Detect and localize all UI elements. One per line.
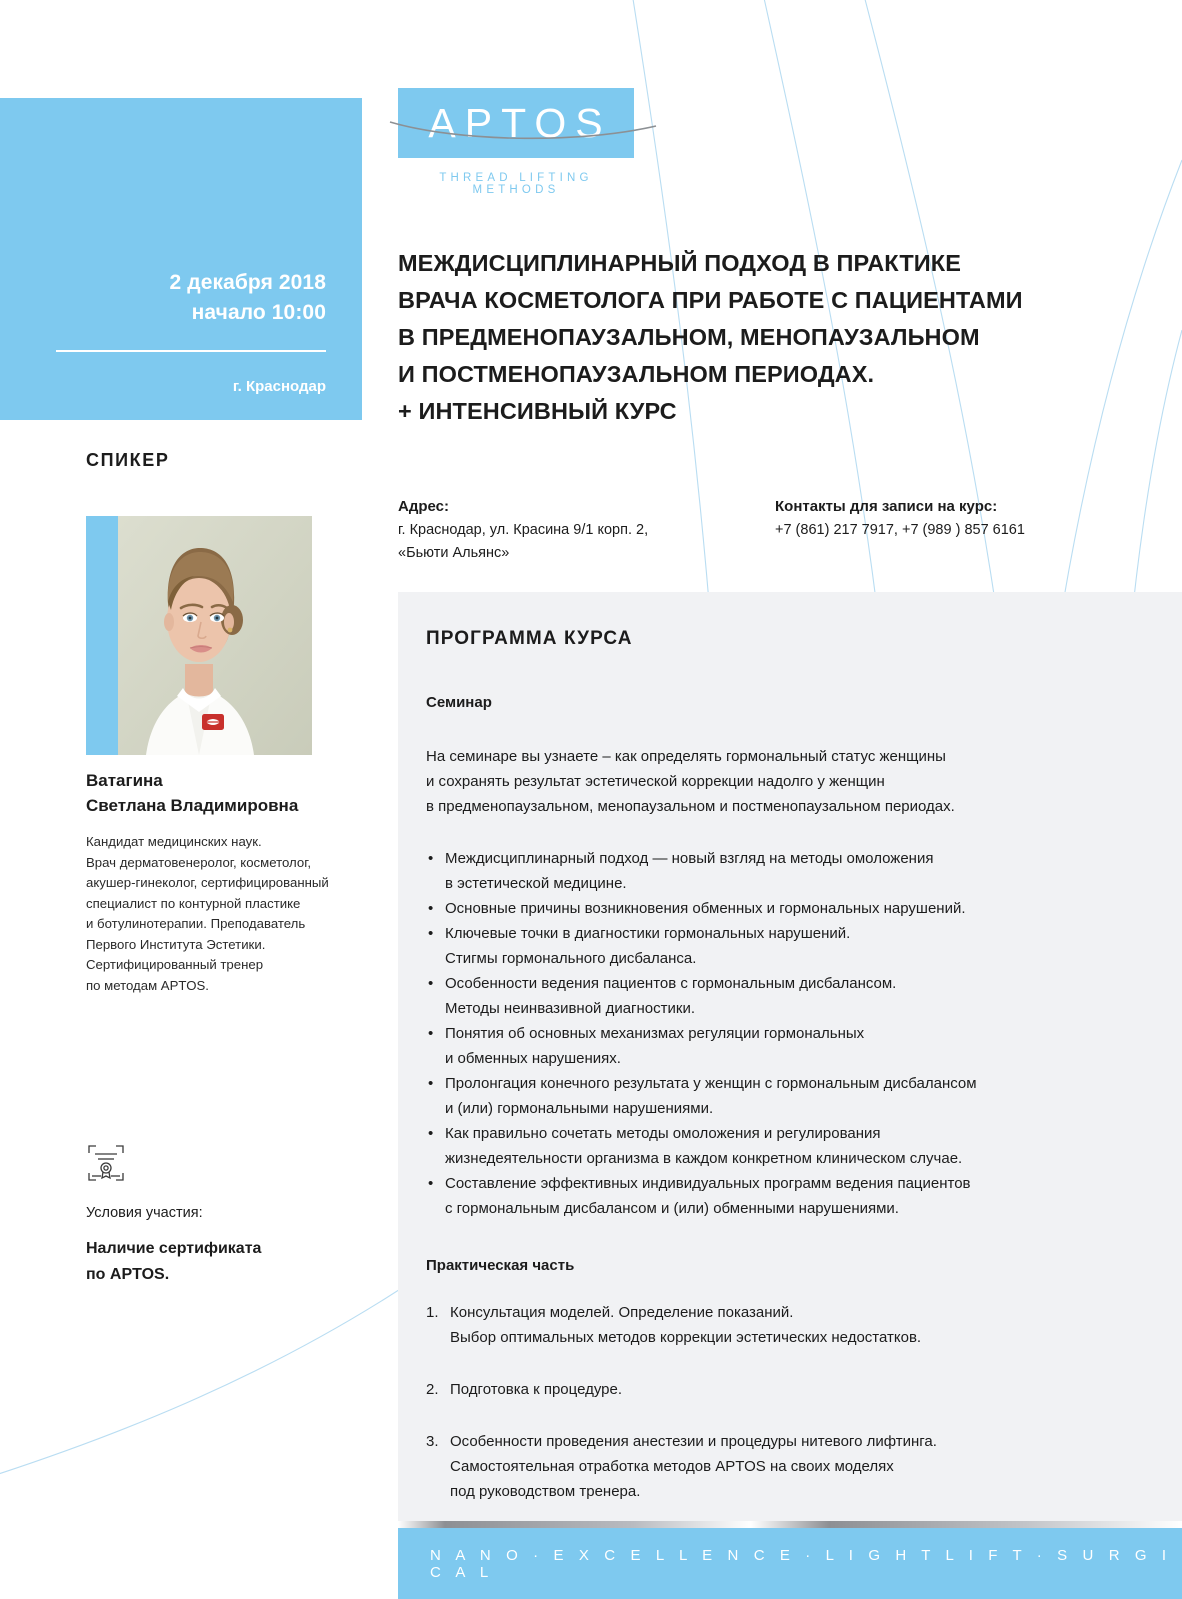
logo-tagline: THREAD LIFTING METHODS bbox=[439, 172, 593, 196]
list-item bbox=[426, 1021, 1106, 1071]
bullet-main: Особенности ведения пациентов с гормональным дисбалансом. bbox=[445, 975, 897, 992]
bullet-main: Междисциплинарный подход — новый взгляд на методы омоложения bbox=[445, 850, 934, 867]
list-item bbox=[426, 846, 1106, 896]
seminar-intro bbox=[426, 744, 1106, 819]
list-item bbox=[426, 921, 1106, 971]
bullet-cont: в эстетической медицине. bbox=[445, 875, 627, 892]
bio-line-3: акушер-гинеколог, сертифицированный bbox=[86, 875, 329, 890]
seminar-topics-list bbox=[426, 846, 1106, 1221]
bullet-main: Ключевые точки в диагностики гормональных нарушений. bbox=[445, 925, 851, 942]
intro-line-2: и сохранять результат эстетической коррекции надолго у женщин bbox=[426, 773, 885, 790]
bio-line-2: Врач дерматовенеролог, косметолог, bbox=[86, 854, 312, 870]
aptos-logo bbox=[398, 88, 638, 196]
practical-steps-list bbox=[426, 1300, 1106, 1504]
step-main: Подготовка к процедуре. bbox=[450, 1381, 623, 1398]
intro-line-3: в предменопаузальном, менопаузальном и постменопаузальном периодах. bbox=[426, 798, 955, 815]
practical-heading: Практическая часть bbox=[426, 1257, 575, 1274]
speaker-photo bbox=[86, 516, 312, 755]
title-line-1: МЕЖДИСЦИПЛИНАРНЫЙ ПОДХОД В ПРАКТИКЕ bbox=[398, 250, 962, 276]
list-item bbox=[426, 971, 1106, 1021]
contacts-heading: Контакты для записи на курс: bbox=[775, 498, 998, 515]
step-cont: Выбор оптимальных методов коррекции эстетических недостатков. bbox=[450, 1329, 922, 1346]
address-block bbox=[398, 495, 728, 565]
list-item bbox=[426, 1429, 1106, 1504]
bullet-cont: и (или) гормональными нарушениями. bbox=[445, 1100, 714, 1117]
list-item bbox=[426, 1121, 1106, 1171]
footer-bar bbox=[398, 1528, 1182, 1599]
terms-value-line-1: Наличие сертификата bbox=[86, 1240, 262, 1257]
list-item bbox=[426, 1171, 1106, 1221]
bullet-cont: и обменных нарушениях. bbox=[445, 1050, 621, 1067]
address-heading: Адрес: bbox=[398, 498, 449, 515]
bio-line-8: по методам APTOS. bbox=[86, 977, 209, 993]
contacts-phones[interactable]: +7 (861) 217 7917, +7 (989 ) 857 6161 bbox=[775, 522, 1025, 538]
bullet-main: Пролонгация конечного результата у женщин с гормональным дисбалансом bbox=[445, 1075, 977, 1092]
event-date-block bbox=[0, 98, 362, 420]
program-content bbox=[426, 628, 1106, 1531]
intro-line-1: На семинаре вы узнаете – как определять гормональный статус женщины bbox=[426, 748, 946, 765]
bio-line-6: Первого Института Эстетики. bbox=[86, 936, 266, 952]
logo-wordmark: APTOS bbox=[428, 99, 612, 146]
list-item bbox=[426, 1300, 1106, 1350]
speaker-bio bbox=[86, 832, 386, 996]
title-line-3: В ПРЕДМЕНОПАУЗАЛЬНОМ, МЕНОПАУЗАЛЬНОМ bbox=[398, 324, 980, 350]
bullet-cont: жизнедеятельности организма в каждом конкретном клиническом случае. bbox=[445, 1150, 963, 1167]
title-line-5: + ИНТЕНСИВНЫЙ КУРС bbox=[398, 398, 677, 424]
bio-line-7: Сертифицированный тренер bbox=[86, 957, 264, 972]
footer-methods-text: N A N O · E X C E L L E N C E · L I G H T L I F T · S U R G I C A L bbox=[430, 1546, 1172, 1581]
bullet-cont: Методы неинвазивной диагностики. bbox=[445, 1000, 696, 1017]
speaker-name bbox=[86, 768, 386, 818]
page-title bbox=[398, 245, 1098, 430]
bullet-cont: Стигмы гормонального дисбаланса. bbox=[445, 950, 697, 967]
speaker-surname: Ватагина bbox=[86, 771, 163, 790]
logo-thread-swoosh bbox=[388, 116, 658, 146]
certificate-icon bbox=[86, 1143, 126, 1188]
step-cont: Самостоятельная отработка методов APTOS на своих моделях bbox=[450, 1458, 894, 1475]
terms-label: Условия участия: bbox=[86, 1205, 203, 1221]
seminar-heading: Семинар bbox=[426, 694, 492, 711]
step-main: Особенности проведения анестезии и процедуры нитевого лифтинга. bbox=[450, 1433, 937, 1450]
speaker-given-names: Светлана Владимировна bbox=[86, 796, 299, 815]
bio-line-4: специалист по контурной пластике bbox=[86, 895, 301, 911]
title-line-2: ВРАЧА КОСМЕТОЛОГА ПРИ РАБОТЕ С ПАЦИЕНТАМИ bbox=[398, 287, 1023, 313]
terms-value-line-2: по APTOS. bbox=[86, 1266, 170, 1283]
logo-box bbox=[398, 88, 634, 158]
address-line-1: г. Краснодар, ул. Красина 9/1 корп. 2, bbox=[398, 522, 649, 538]
event-city: г. Краснодар bbox=[232, 378, 326, 395]
bullet-main: Как правильно сочетать методы омоложения и регулирования bbox=[445, 1125, 881, 1142]
terms-value bbox=[86, 1236, 386, 1288]
bio-line-1: Кандидат медицинских наук. bbox=[86, 834, 262, 849]
list-item bbox=[426, 896, 1106, 921]
step-cont-2: под руководством тренера. bbox=[450, 1483, 641, 1500]
bio-line-5: и ботулинотерапии. Преподаватель bbox=[86, 916, 306, 931]
speaker-section-label: СПИКЕР bbox=[86, 450, 170, 470]
date-divider bbox=[56, 350, 326, 352]
event-start-time: начало 10:00 bbox=[191, 301, 326, 324]
bullet-main: Основные причины возникновения обменных и гормональных нарушений. bbox=[445, 900, 966, 917]
bullet-cont: с гормональным дисбалансом и (или) обменными нарушениями. bbox=[445, 1200, 899, 1217]
program-title: ПРОГРАММА КУРСА bbox=[426, 628, 633, 649]
address-line-2: «Бьюти Альянс» bbox=[398, 545, 510, 561]
event-date: 2 декабря 2018 bbox=[169, 271, 326, 294]
contacts-block bbox=[775, 495, 1115, 542]
step-main: Консультация моделей. Определение показаний. bbox=[450, 1304, 794, 1321]
bullet-main: Составление эффективных индивидуальных программ ведения пациентов bbox=[445, 1175, 971, 1192]
title-line-4: И ПОСТМЕНОПАУЗАЛЬНОМ ПЕРИОДАХ. bbox=[398, 361, 875, 387]
list-item bbox=[426, 1071, 1106, 1121]
bullet-main: Понятия об основных механизмах регуляции гормональных bbox=[445, 1025, 865, 1042]
list-item bbox=[426, 1377, 1106, 1402]
